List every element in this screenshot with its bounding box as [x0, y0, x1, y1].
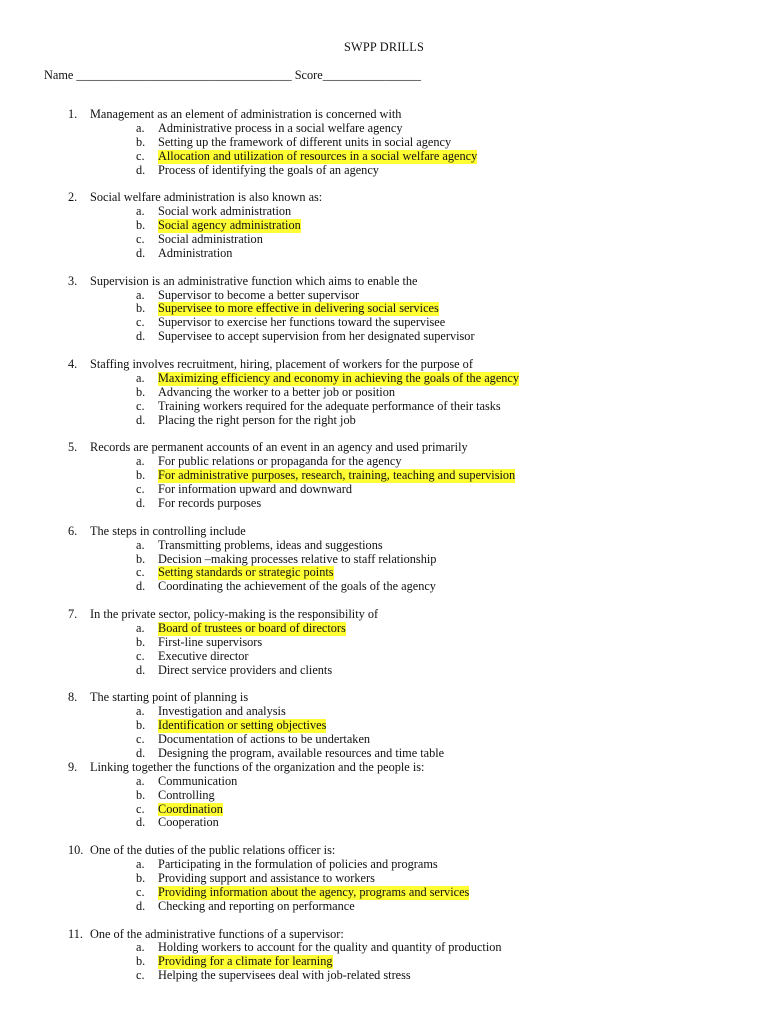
option-text: Supervisor to become a better supervisor: [158, 287, 360, 302]
option-text: Supervisee to accept supervision from her designated supervisor: [158, 329, 475, 344]
answer-option: [0, 747, 768, 761]
question-row: [0, 358, 768, 372]
question-item: [0, 358, 768, 427]
option-text: Process of identifying the goals of an agency: [158, 162, 379, 177]
answer-option: [0, 539, 768, 553]
name-score-line: Name ___________________________________ Score________________: [44, 68, 422, 82]
question-number: 3.: [68, 273, 78, 288]
question-text: Social welfare administration is also known as:: [90, 190, 323, 205]
question-number: 4.: [68, 357, 78, 372]
option-text: Social administration: [158, 232, 263, 247]
question-row: [0, 525, 768, 539]
option-letter: d.: [136, 495, 146, 510]
highlighted-answer-text: Allocation and utilization of resources in a social welfare agency: [158, 148, 478, 163]
option-text: Providing support and assistance to workers: [158, 870, 375, 885]
question-text: One of the administrative functions of a supervisor:: [90, 926, 344, 941]
highlighted-answer-text: For administrative purposes, research, training, teaching and supervision: [158, 468, 516, 483]
answer-option: [0, 636, 768, 650]
option-letter: b.: [136, 718, 146, 733]
option-letter: b.: [136, 954, 146, 969]
answer-option: [0, 733, 768, 747]
option-letter: c.: [136, 148, 145, 163]
option-text: Communication: [158, 773, 238, 788]
question-text: In the private sector, policy-making is the responsibility of: [90, 607, 379, 622]
option-text: Training workers required for the adequate performance of their tasks: [158, 398, 501, 413]
option-letter: a.: [136, 773, 145, 788]
option-text: For public relations or propaganda for the agency: [158, 454, 402, 469]
option-text: Advancing the worker to a better job or position: [158, 384, 395, 399]
option-letter: d.: [136, 329, 146, 344]
answer-option: [0, 233, 768, 247]
option-text: Controlling: [158, 787, 215, 802]
highlighted-answer-text: Supervisee to more effective in delivering social services: [158, 301, 439, 316]
highlighted-answer-text: Coordination: [158, 801, 223, 816]
question-number: 11.: [68, 926, 83, 941]
question-number: 9.: [68, 759, 78, 774]
option-letter: a.: [136, 940, 145, 955]
option-letter: a.: [136, 857, 145, 872]
option-letter: c.: [136, 648, 145, 663]
option-letter: d.: [136, 898, 146, 913]
answer-option: [0, 858, 768, 872]
option-letter: b.: [136, 384, 146, 399]
answer-option: [0, 302, 768, 316]
option-letter: d.: [136, 162, 146, 177]
answer-option: [0, 455, 768, 469]
answer-option: [0, 872, 768, 886]
answer-option: [0, 372, 768, 386]
option-text: Decision –making processes relative to staff relationship: [158, 551, 437, 566]
question-list: [0, 108, 768, 997]
option-letter: c.: [136, 732, 145, 747]
answer-option: [0, 400, 768, 414]
option-text: Coordinating the achievement of the goals of the agency: [158, 579, 436, 594]
option-letter: c.: [136, 315, 145, 330]
option-letter: c.: [136, 968, 145, 983]
option-letter: b.: [136, 301, 146, 316]
option-letter: b.: [136, 787, 146, 802]
option-letter: a.: [136, 454, 145, 469]
answer-option: [0, 386, 768, 400]
answer-option: [0, 789, 768, 803]
option-text: Direct service providers and clients: [158, 662, 333, 677]
option-letter: d.: [136, 579, 146, 594]
question-text: Linking together the functions of the organization and the people is:: [90, 759, 425, 774]
question-item: [0, 191, 768, 260]
highlighted-answer-text: Board of trustees or board of directors: [158, 620, 346, 635]
option-text: Setting up the framework of different units in social agency: [158, 134, 452, 149]
question-number: 8.: [68, 690, 78, 705]
answer-option: [0, 816, 768, 830]
question-row: [0, 761, 768, 775]
answer-option: [0, 664, 768, 678]
answer-option: [0, 122, 768, 136]
highlighted-answer-text: Identification or setting objectives: [158, 718, 327, 733]
question-text: Supervision is an administrative function which aims to enable the: [90, 273, 418, 288]
answer-option: [0, 955, 768, 969]
option-text: Participating in the formulation of policies and programs: [158, 857, 438, 872]
question-item: [0, 441, 768, 510]
answer-option: [0, 941, 768, 955]
question-item: [0, 928, 768, 984]
question-row: [0, 844, 768, 858]
question-number: 7.: [68, 607, 78, 622]
option-letter: a.: [136, 204, 145, 219]
question-number: 6.: [68, 523, 78, 538]
answer-option: [0, 705, 768, 719]
question-text: Management as an element of administration is concerned with: [90, 107, 402, 121]
question-row: [0, 928, 768, 942]
page-title: SWPP DRILLS: [344, 40, 424, 54]
question-item: [0, 525, 768, 594]
option-letter: b.: [136, 134, 146, 149]
option-letter: a.: [136, 704, 145, 719]
answer-option: [0, 886, 768, 900]
answer-option: [0, 650, 768, 664]
answer-option: [0, 316, 768, 330]
question-text: Records are permanent accounts of an event in an agency and used primarily: [90, 440, 468, 455]
question-row: [0, 608, 768, 622]
answer-option: [0, 164, 768, 178]
option-letter: a.: [136, 120, 145, 135]
question-item: [0, 275, 768, 344]
option-text: Helping the supervisees deal with job-related stress: [158, 968, 411, 983]
option-letter: b.: [136, 634, 146, 649]
answer-option: [0, 205, 768, 219]
option-text: Executive director: [158, 648, 249, 663]
option-text: For records purposes: [158, 495, 262, 510]
highlighted-answer-text: Setting standards or strategic points: [158, 565, 334, 580]
option-text: Supervisor to exercise her functions toward the supervisee: [158, 315, 446, 330]
answer-option: [0, 497, 768, 511]
question-item: [0, 761, 768, 830]
option-text: Documentation of actions to be undertaken: [158, 732, 371, 747]
question-item: [0, 608, 768, 677]
answer-option: [0, 566, 768, 580]
highlighted-answer-text: Providing for a climate for learning: [158, 954, 333, 969]
answer-option: [0, 775, 768, 789]
option-text: First-line supervisors: [158, 634, 263, 649]
question-item: [0, 691, 768, 760]
option-letter: a.: [136, 620, 145, 635]
answer-option: [0, 483, 768, 497]
option-letter: c.: [136, 565, 145, 580]
question-row: [0, 691, 768, 705]
answer-option: [0, 247, 768, 261]
highlighted-answer-text: Maximizing efficiency and economy in achieving the goals of the agency: [158, 370, 520, 385]
question-number: 5.: [68, 440, 78, 455]
option-letter: d.: [136, 245, 146, 260]
answer-option: [0, 219, 768, 233]
question-item: [0, 108, 768, 177]
answer-option: [0, 580, 768, 594]
option-text: Placing the right person for the right job: [158, 412, 356, 427]
option-text: For information upward and downward: [158, 482, 352, 497]
answer-option: [0, 969, 768, 983]
option-text: Investigation and analysis: [158, 704, 286, 719]
option-text: Designing the program, available resources and time table: [158, 745, 445, 760]
option-letter: c.: [136, 884, 145, 899]
answer-option: [0, 289, 768, 303]
answer-option: [0, 469, 768, 483]
question-number: 10.: [68, 843, 84, 858]
option-letter: c.: [136, 232, 145, 247]
answer-option: [0, 900, 768, 914]
option-letter: c.: [136, 398, 145, 413]
question-row: [0, 275, 768, 289]
answer-option: [0, 330, 768, 344]
answer-option: [0, 150, 768, 164]
option-letter: a.: [136, 370, 145, 385]
question-row: [0, 441, 768, 455]
answer-option: [0, 719, 768, 733]
option-letter: a.: [136, 537, 145, 552]
question-row: [0, 191, 768, 205]
option-letter: b.: [136, 870, 146, 885]
question-text: The starting point of planning is: [90, 690, 249, 705]
question-text: One of the duties of the public relations officer is:: [90, 843, 336, 858]
option-letter: c.: [136, 482, 145, 497]
question-number: 1.: [68, 107, 78, 121]
option-text: Checking and reporting on performance: [158, 898, 355, 913]
option-text: Social work administration: [158, 204, 292, 219]
question-text: Staffing involves recruitment, hiring, placement of workers for the purpose of: [90, 357, 473, 372]
option-letter: a.: [136, 287, 145, 302]
option-letter: d.: [136, 745, 146, 760]
answer-option: [0, 553, 768, 567]
question-number: 2.: [68, 190, 78, 205]
question-row: [0, 108, 768, 122]
highlighted-answer-text: Social agency administration: [158, 218, 301, 233]
question-item: [0, 844, 768, 913]
option-letter: b.: [136, 218, 146, 233]
answer-option: [0, 622, 768, 636]
option-text: Administrative process in a social welfare agency: [158, 120, 403, 135]
question-text: The steps in controlling include: [90, 523, 246, 538]
option-letter: c.: [136, 801, 145, 816]
highlighted-answer-text: Providing information about the agency, programs and services: [158, 884, 470, 899]
answer-option: [0, 136, 768, 150]
option-text: Holding workers to account for the quality and quantity of production: [158, 940, 502, 955]
option-text: Administration: [158, 245, 233, 260]
option-letter: b.: [136, 551, 146, 566]
option-text: Transmitting problems, ideas and suggestions: [158, 537, 383, 552]
option-letter: b.: [136, 468, 146, 483]
option-letter: d.: [136, 662, 146, 677]
option-text: Cooperation: [158, 815, 219, 830]
option-letter: d.: [136, 815, 146, 830]
answer-option: [0, 414, 768, 428]
option-letter: d.: [136, 412, 146, 427]
answer-option: [0, 803, 768, 817]
